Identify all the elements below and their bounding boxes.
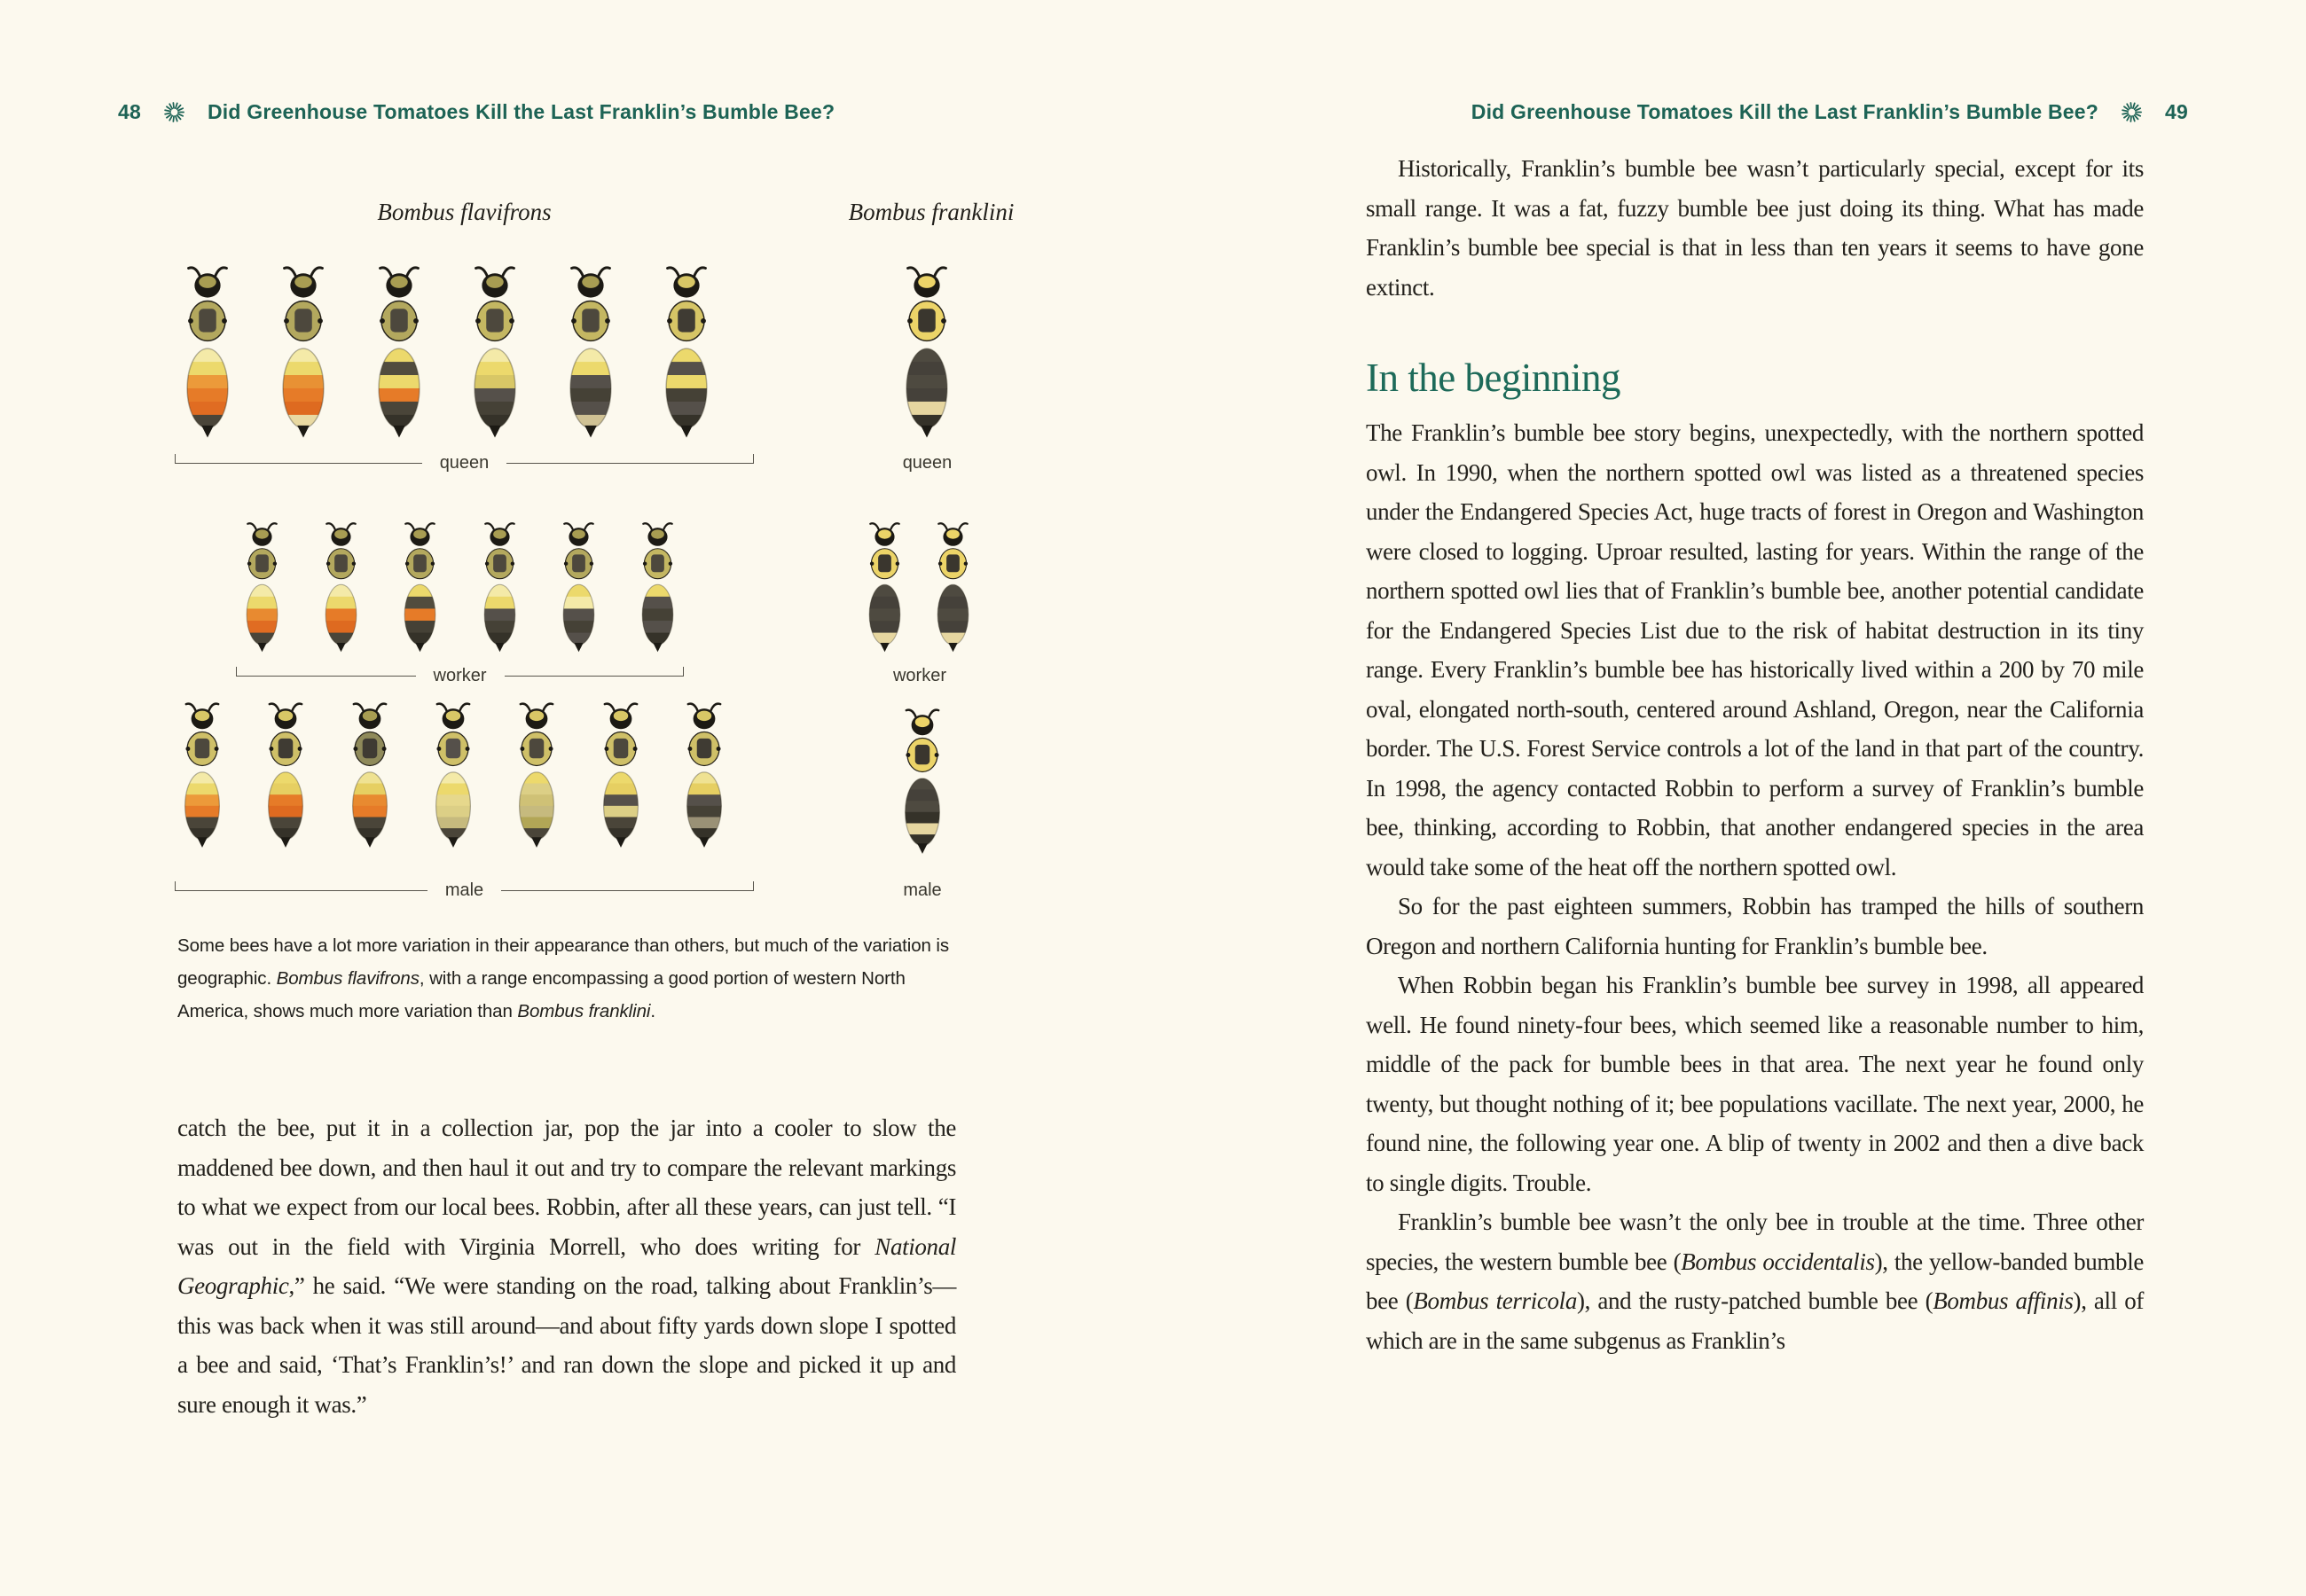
left-folio: 48 — [118, 99, 141, 123]
flavifrons-male-group — [173, 699, 733, 853]
left-running-head-title: Did Greenhouse Tomatoes Kill the Last Franklin’s Bumble Bee? — [207, 99, 835, 123]
species-label-franklini: Bombus franklini — [848, 199, 1015, 225]
bee-illustration — [631, 519, 684, 657]
bee-illustration — [460, 262, 529, 444]
bee-illustration — [394, 519, 446, 657]
bracket-line — [175, 449, 422, 472]
bracket-line — [501, 876, 754, 899]
bee-illustration — [893, 705, 952, 859]
left-running-head — [118, 98, 835, 126]
caste-label-worker: worker — [433, 666, 487, 685]
bee-illustration — [173, 699, 231, 853]
paragraph-survey-1998: When Robbin began his Franklin’s bumble bee survey in 1998, all appeared well. He found ninety-four bees, which seemed like a reasonable number to him, middle of the pack for bumble bees in that area. The next year he found only twenty, but thought nothing of it; bee populations vacillate. The next year, 2000, he found nine, the following year one. A blip of twenty in 2002 and then a dive back to single digits. Trouble. — [1366, 972, 2144, 1196]
paragraph-eighteen-summers: So for the past eighteen summers, Robbin has tramped the hills of southern Oregon and northern California hunting for Franklin’s bumble bee. — [1366, 893, 2144, 959]
bee-illustration — [173, 262, 242, 444]
bee-illustration — [859, 519, 911, 657]
franklini-caste-label-male: male — [903, 880, 942, 900]
bracket-line — [175, 876, 427, 899]
bee-illustration — [927, 519, 979, 657]
right-running-head-title: Did Greenhouse Tomatoes Kill the Last Franklin’s Bumble Bee? — [1471, 99, 2099, 123]
figure-caption: Some bees have a lot more variation in their appearance than others, but much of the variation is geographic. Bombus flavifrons, with a range encompassing a good portion of western North America, shows much more variation than Bombus franklini. — [177, 935, 950, 1021]
male-bracket — [175, 876, 754, 899]
bracket-line — [236, 661, 416, 685]
bee-illustration — [424, 699, 482, 853]
bee-illustration — [675, 699, 733, 853]
franklini-caste-label-worker: worker — [892, 666, 946, 685]
bee-illustration — [553, 519, 605, 657]
bee-illustration — [474, 519, 526, 657]
bee-illustration — [315, 519, 367, 657]
queen-bracket — [175, 449, 754, 472]
bee-illustration — [341, 699, 399, 853]
sunburst-ornament-icon — [2120, 100, 2144, 124]
franklini-caste-label-queen: queen — [902, 453, 953, 473]
paragraph-story-begins: The Franklin’s bumble bee story begins, unexpectedly, with the northern spotted owl. In 1990, when the northern spotted owl was listed as a threatened species under the Endangered Species Act, huge tracts of forest in Oregon and Washington were closed to logging. Uproar resulted, lasting for years. Within the range of the northern spotted owl lies that of Franklin’s bumble bee, another potential candidate for the Endangered Species List due to the risk of habitat destruction in its tiny range. Every Franklin’s bumble bee has historically lived within a 200 by 70 mile oval, elongated north-south, centered around Ashland, Oregon, near the California border. The U.S. Forest Service controls a lot of the land in that part of the country. In 1998, the agency contacted Robbin to perform a survey of Franklin’s bumble bee, thinking, according to Robbin, that another endangered species in the area would take some of the heat off the northern spotted owl. — [1366, 419, 2144, 880]
bee-illustration — [269, 262, 338, 444]
right-running-head — [1471, 98, 2188, 126]
paragraph-historically: Historically, Franklin’s bumble bee wasn’t particularly special, except for its small range. It was a fat, fuzzy bumble bee just doing its thing. What has made Franklin’s bumble bee special is that in less than ten years it seems to have gone extinct. — [1366, 155, 2144, 301]
worker-bracket — [236, 661, 684, 685]
franklini-male-group — [893, 705, 952, 859]
flavifrons-worker-group — [236, 519, 684, 657]
bracket-line — [506, 449, 754, 472]
right-folio: 49 — [2165, 99, 2188, 123]
caste-label-queen: queen — [439, 453, 490, 473]
bee-illustration — [892, 262, 961, 444]
bee-illustration — [365, 262, 434, 444]
bracket-line — [505, 661, 685, 685]
franklini-worker-group — [859, 519, 979, 657]
caste-label-male: male — [444, 880, 484, 900]
bee-illustration — [592, 699, 650, 853]
paragraph-other-bees: Franklin’s bumble bee wasn’t the only bee in trouble at the time. Three other species, the western bumble bee (Bombus occidentalis), the yellow-banded bumble bee (Bombus terricola), and the rusty-patched bumble bee (Bombus affinis), all of which are in the same subgenus as Franklin’s — [1366, 1209, 2144, 1354]
bee-illustration — [507, 699, 566, 853]
section-heading-in-the-beginning: In the beginning — [1366, 356, 1620, 400]
left-body-paragraph: catch the bee, put it in a collection jar, pop the jar into a cooler to slow the maddened bee down, and then haul it out and try to compare the relevant markings to what we expect from our local bees. Robbin, after all these years, can just tell. “I was out in the field with Virginia Morrell, who does writing for National Geographic,” he said. “We were standing on the road, talking about Franklin’s—this was back when it was still around—and about fifty yards down slope I spotted a bee and said, ‘That’s Franklin’s!’ and ran down the slope and picked it up and sure enough it was.” — [177, 1115, 956, 1418]
flavifrons-queen-group — [173, 262, 721, 444]
bee-illustration — [236, 519, 288, 657]
right-page-body — [1366, 149, 2144, 1360]
sunburst-ornament-icon — [162, 100, 186, 124]
franklini-queen-group — [892, 262, 961, 444]
bee-illustration — [652, 262, 721, 444]
left-page-body — [177, 1108, 956, 1424]
bee-illustration — [256, 699, 315, 853]
species-label-flavifrons: Bombus flavifrons — [377, 199, 552, 225]
bee-illustration — [556, 262, 625, 444]
